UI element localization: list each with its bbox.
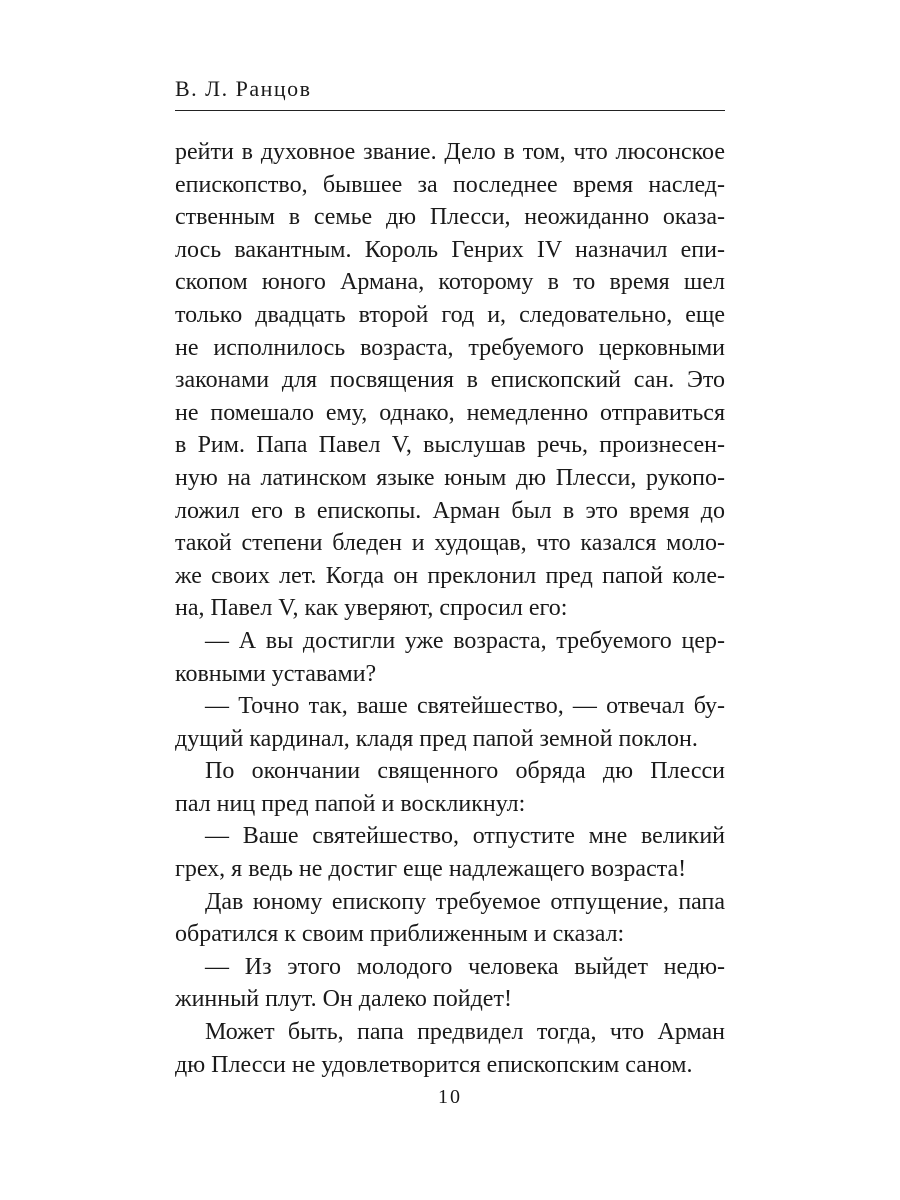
text-line: пал ниц пред папой и воскликнул: (175, 790, 526, 817)
text-line: — Из этого молодого человека выйдет недю- (205, 953, 725, 980)
page-number: 10 (438, 1086, 462, 1108)
text-line: жинный плут. Он далеко пойдет! (175, 986, 512, 1013)
text-line: — Ваше святейшество, отпустите мне великий (205, 823, 725, 850)
text-line: Дав юному епископу требуемое отпущение, папа (205, 888, 725, 915)
body-text (175, 136, 725, 1081)
text-line: такой степени бледен и худощав, что казался моло- (175, 530, 725, 557)
text-line: — А вы достигли уже возраста, требуемого цер- (205, 627, 725, 654)
running-header-author: В. Л. Ранцов (175, 76, 312, 101)
text-line: скопом юного Армана, которому в то время шел (175, 269, 725, 296)
text-line: только двадцать второй год и, следовательно, еще (175, 301, 725, 328)
text-line: не помешало ему, однако, немедленно отправиться (175, 399, 725, 426)
text-line: же своих лет. Когда он преклонил пред папой коле- (175, 562, 725, 589)
text-line: дущий кардинал, кладя пред папой земной поклон. (175, 725, 698, 752)
text-line: дю Плесси не удовлетворится епископским саном. (175, 1051, 693, 1078)
text-line: ную на латинском языке юным дю Плесси, рукопо- (175, 464, 725, 491)
text-line: Может быть, папа предвидел тогда, что Арман (205, 1019, 725, 1046)
text-line: не исполнилось возраста, требуемого церковными (175, 334, 725, 361)
text-line: грех, я ведь не достиг еще надлежащего возраста! (175, 856, 687, 883)
text-line: в Рим. Папа Павел V, выслушав речь, произнесен- (175, 432, 725, 459)
text-line: ковными уставами? (175, 660, 377, 687)
text-line: законами для посвящения в епископский сан. Это (175, 367, 725, 394)
running-header (175, 76, 725, 111)
text-line: епископство, бывшее за последнее время наслед- (175, 171, 725, 198)
text-line: рейти в духовное звание. Дело в том, что люсонское (175, 139, 725, 165)
text-line: лось вакантным. Король Генрих IV назначил епи- (175, 236, 725, 263)
text-line: По окончании священного обряда дю Плесси (205, 758, 725, 785)
text-line: ственным в семье дю Плесси, неожиданно оказа- (175, 204, 725, 231)
text-line: ложил его в епископы. Арман был в это время до (175, 497, 725, 524)
text-line: на, Павел V, как уверяют, спросил его: (175, 595, 568, 622)
text-line: обратился к своим приближенным и сказал: (175, 921, 625, 948)
text-line: — Точно так, ваше святейшество, — отвечал бу- (205, 693, 725, 720)
